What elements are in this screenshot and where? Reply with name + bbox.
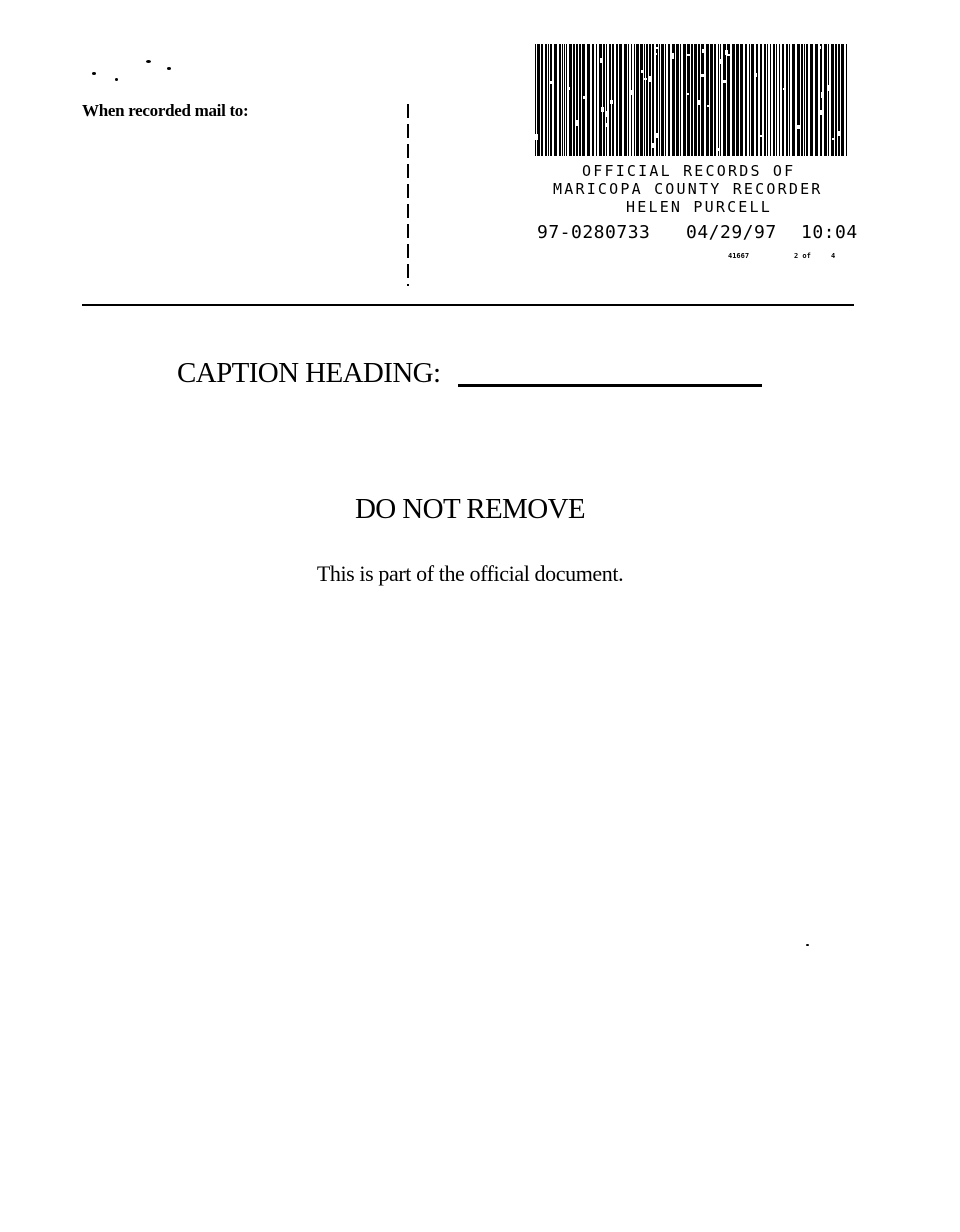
scan-speck bbox=[92, 72, 96, 75]
mail-to-label: When recorded mail to: bbox=[82, 101, 249, 120]
stamp-page-total: 4 bbox=[831, 252, 836, 260]
barcode-image bbox=[535, 44, 847, 156]
notice-subtitle: This is part of the official document. bbox=[316, 561, 624, 586]
document-number: 97-0280733 bbox=[537, 222, 651, 243]
scan-speck bbox=[115, 78, 118, 81]
stamp-small-code: 41667 bbox=[728, 252, 750, 260]
scan-speck bbox=[806, 944, 809, 946]
notice-title: DO NOT REMOVE bbox=[354, 493, 586, 525]
scan-speck bbox=[146, 60, 151, 63]
stamp-line-county-recorder: MARICOPA COUNTY RECORDER bbox=[553, 180, 823, 198]
stamp-page-of: 2 of bbox=[794, 252, 811, 260]
scan-speck bbox=[167, 67, 171, 70]
vertical-divider bbox=[407, 104, 409, 286]
recording-time: 10:04 bbox=[801, 222, 858, 243]
caption-heading-label: CAPTION HEADING: bbox=[177, 357, 441, 389]
caption-heading-blank bbox=[458, 384, 762, 387]
recording-date: 04/29/97 bbox=[686, 222, 777, 243]
header-rule bbox=[82, 304, 854, 306]
stamp-line-official-records: OFFICIAL RECORDS OF bbox=[582, 162, 796, 180]
stamp-line-recorder-name: HELEN PURCELL bbox=[626, 198, 772, 216]
